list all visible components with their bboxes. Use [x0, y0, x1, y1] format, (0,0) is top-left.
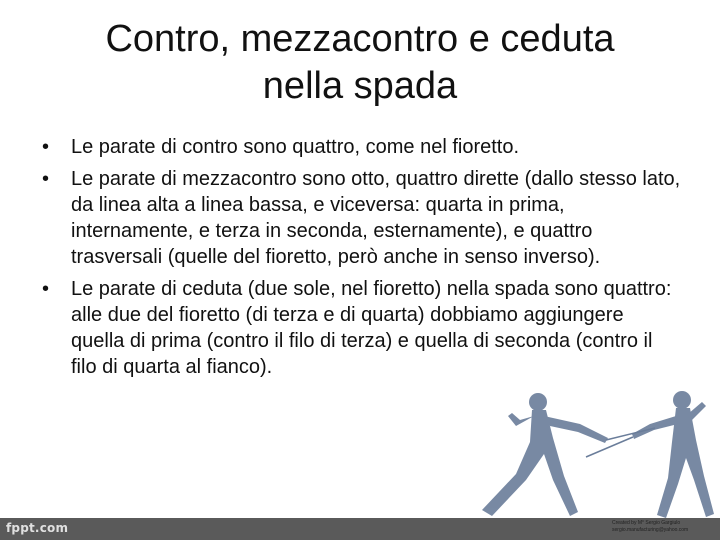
fppt-logo[interactable]: fppt.com: [6, 521, 69, 535]
bullet-text: Le parate di contro sono quattro, come nel fioretto.: [71, 136, 520, 158]
bullet-marker: •: [42, 168, 50, 190]
slide-title-line-2: nella spada: [262, 65, 458, 107]
fencers-illustration: [350, 380, 720, 525]
slide-title-line-1: Contro, mezzacontro e ceduta: [105, 18, 615, 60]
bullet-marker: •: [42, 278, 50, 300]
credit-text: [612, 520, 712, 534]
bullet-item: [42, 276, 682, 380]
credit-line-2: sergio.manufacturing@yahoo.com: [612, 527, 689, 533]
bullet-text: Le parate di mezzacontro sono otto, quattro dirette (dallo stesso lato, da linea alta a linea bassa, e viceversa: quarta in prima, internamente, e terza in seconda, esternamente), e quattro trasversali (quelle del fioretto, però anche in senso inverso).: [71, 168, 681, 268]
slide-title: [40, 16, 680, 110]
bullet-text: Le parate di ceduta (due sole, nel fioretto) nella spada sono quattro: alle due del fioretto (di terza e di quarta) dobbiamo aggiungere quella di prima (contro il filo di terza) e quella di seconda (contro il filo di quarta al fianco).: [71, 278, 672, 378]
bullet-item: [42, 166, 682, 270]
bullet-list: [42, 134, 682, 386]
credit-line-1: Created by M° Sergio Gargiulo: [612, 520, 681, 526]
bullet-item: [42, 134, 682, 160]
bullet-marker: •: [42, 136, 50, 158]
